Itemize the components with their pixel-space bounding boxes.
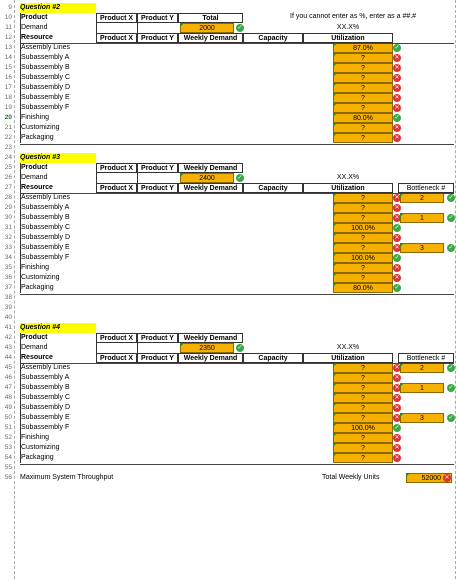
check-icon: ✓	[448, 195, 454, 201]
check-icon: ✓	[237, 175, 243, 181]
utilization-input[interactable]: ?	[333, 93, 393, 103]
row-number[interactable]: 27	[4, 184, 12, 191]
demand-value-input[interactable]: 2400	[180, 173, 234, 183]
row-number[interactable]: 42	[4, 334, 12, 341]
utilization-input[interactable]: ?	[333, 453, 393, 463]
row-number[interactable]: 32	[4, 234, 12, 241]
row-number[interactable]: 21	[4, 124, 12, 131]
utilization-input[interactable]: ?	[333, 73, 393, 83]
error-x-icon: ✕	[394, 275, 400, 281]
utilization-input[interactable]: ?	[333, 243, 393, 253]
row-label[interactable]: Subassembly D	[20, 233, 96, 243]
row-label[interactable]: Finishing	[20, 263, 96, 273]
utilization-input[interactable]: ?	[333, 193, 393, 203]
demand-y[interactable]	[137, 23, 178, 33]
col-header-weekly-demand[interactable]: Weekly Demand	[178, 183, 243, 193]
row-label[interactable]: Customizing	[20, 273, 96, 283]
row-number[interactable]: 23	[4, 144, 12, 151]
error-x-icon: ✕	[394, 215, 400, 221]
utilization-input[interactable]: ?	[333, 363, 393, 373]
cell-comment-marker	[180, 173, 184, 177]
utilization-input[interactable]: ?	[333, 383, 393, 393]
row-number[interactable]: 55	[4, 464, 12, 471]
utilization-input[interactable]: 100.0%	[333, 423, 393, 433]
instruction-note: If you cannot enter as %, enter as a ##.#	[290, 13, 417, 20]
section-title: Question #2	[20, 3, 96, 13]
row-number[interactable]: 22	[4, 134, 12, 141]
demand-value-input[interactable]: 2000	[180, 23, 234, 33]
row-label[interactable]: Subassembly D	[20, 83, 96, 93]
table-border	[20, 43, 454, 145]
row-number[interactable]: 56	[4, 474, 12, 481]
check-icon: ✓	[448, 385, 454, 391]
demand-y[interactable]	[137, 173, 178, 183]
row-label[interactable]: Packaging	[20, 453, 96, 463]
row-label[interactable]: Resource	[20, 353, 96, 363]
row-label[interactable]: Subassembly B	[20, 383, 96, 393]
col-header-product-x[interactable]: Product X	[96, 33, 137, 43]
error-x-icon: ✕	[394, 235, 400, 241]
col-header-bottleneck[interactable]: Bottleneck #	[398, 183, 454, 193]
row-number[interactable]: 15	[4, 64, 12, 71]
max-throughput-label: Maximum System Throughput	[20, 474, 114, 481]
check-icon: ✓	[394, 225, 400, 231]
row-label[interactable]: Subassembly B	[20, 63, 96, 73]
row-label[interactable]: Subassembly E	[20, 93, 96, 103]
utilization-input[interactable]: ?	[333, 233, 393, 243]
table-border	[20, 363, 454, 465]
row-label[interactable]: Product	[20, 13, 96, 23]
row-number[interactable]: 12	[4, 34, 12, 41]
cell-comment-marker	[406, 473, 410, 477]
error-x-icon: ✕	[394, 205, 400, 211]
row-label[interactable]: Resource	[20, 33, 96, 43]
row-number[interactable]: 36	[4, 274, 12, 281]
utilization-input[interactable]: ?	[333, 373, 393, 383]
utilization-input[interactable]: ?	[333, 413, 393, 423]
row-number[interactable]: 29	[4, 204, 12, 211]
bottleneck-input[interactable]: 2	[400, 193, 444, 203]
row-label[interactable]: Demand	[20, 343, 96, 353]
row-label[interactable]: Subassembly F	[20, 253, 96, 263]
error-x-icon: ✕	[394, 195, 400, 201]
row-label[interactable]: Subassembly B	[20, 213, 96, 223]
row-number[interactable]: 31	[4, 224, 12, 231]
col-header-utilization[interactable]: Utilization	[303, 183, 393, 193]
error-x-icon: ✕	[394, 95, 400, 101]
row-number[interactable]: 16	[4, 74, 12, 81]
col-header-capacity[interactable]: Capacity	[243, 33, 303, 43]
page-break-line	[455, 0, 456, 579]
col-header-product-x[interactable]: Product X	[96, 183, 137, 193]
col-header-capacity[interactable]: Capacity	[243, 353, 303, 363]
row-number[interactable]: 40	[4, 314, 12, 321]
demand-x[interactable]	[96, 173, 137, 183]
error-x-icon: ✕	[394, 125, 400, 131]
row-number[interactable]: 37	[4, 284, 12, 291]
error-x-icon: ✕	[394, 405, 400, 411]
utilization-input[interactable]: ?	[333, 203, 393, 213]
format-hint: XX.X%	[336, 344, 360, 351]
error-x-icon: ✕	[394, 395, 400, 401]
section-title: Question #4	[20, 323, 96, 333]
cell-comment-marker	[180, 23, 184, 27]
row-number[interactable]: 45	[4, 364, 12, 371]
col-header-capacity[interactable]: Capacity	[243, 183, 303, 193]
error-x-icon: ✕	[394, 105, 400, 111]
col-header-product-y[interactable]: Product Y	[137, 353, 178, 363]
utilization-input[interactable]: ?	[333, 443, 393, 453]
bottleneck-input[interactable]: 1	[400, 213, 444, 223]
row-label[interactable]: Assembly Lines	[20, 363, 96, 373]
row-label[interactable]: Demand	[20, 173, 96, 183]
row-label[interactable]: Demand	[20, 23, 96, 33]
row-label[interactable]: Packaging	[20, 283, 96, 293]
error-x-icon: ✕	[394, 445, 400, 451]
utilization-input[interactable]: ?	[333, 403, 393, 413]
error-x-icon: ✕	[394, 75, 400, 81]
total-weekly-label: Total Weekly Units	[322, 474, 380, 481]
error-x-icon: ✕	[394, 55, 400, 61]
demand-x[interactable]	[96, 23, 137, 33]
error-x-icon: ✕	[394, 65, 400, 71]
row-number[interactable]: 50	[4, 414, 12, 421]
col-header-product-y[interactable]: Product Y	[137, 163, 178, 173]
col-header-bottleneck[interactable]: Bottleneck #	[398, 353, 454, 363]
row-label[interactable]: Subassembly A	[20, 53, 96, 63]
table-border	[20, 193, 454, 295]
row-number[interactable]: 30	[4, 214, 12, 221]
error-x-icon: ✕	[394, 435, 400, 441]
utilization-input[interactable]: 100.0%	[333, 253, 393, 263]
demand-x[interactable]	[96, 343, 137, 353]
row-label[interactable]: Customizing	[20, 443, 96, 453]
utilization-input[interactable]: 100.0%	[333, 223, 393, 233]
row-label[interactable]: Subassembly A	[20, 203, 96, 213]
bottleneck-input[interactable]: 3	[400, 413, 444, 423]
check-icon: ✓	[448, 415, 454, 421]
row-label[interactable]: Packaging	[20, 133, 96, 143]
check-icon: ✓	[448, 365, 454, 371]
row-number[interactable]: 11	[5, 24, 12, 31]
utilization-input[interactable]: ?	[333, 63, 393, 73]
row-number[interactable]: 25	[4, 164, 12, 171]
bottleneck-input[interactable]: 2	[400, 363, 444, 373]
utilization-input[interactable]: ?	[333, 273, 393, 283]
check-icon: ✓	[394, 285, 400, 291]
utilization-input[interactable]: ?	[333, 133, 393, 143]
col-header-product-x[interactable]: Product X	[96, 13, 137, 23]
row-label[interactable]: Subassembly A	[20, 373, 96, 383]
utilization-input[interactable]: ?	[333, 393, 393, 403]
col-header-product-x[interactable]: Product X	[96, 333, 137, 343]
demand-value-input[interactable]: 2350	[180, 343, 234, 353]
error-x-icon: ✕	[394, 385, 400, 391]
col-header-utilization[interactable]: Utilization	[303, 353, 393, 363]
row-label[interactable]: Subassembly C	[20, 393, 96, 403]
error-x-icon: ✕	[394, 135, 400, 141]
row-number[interactable]: 53	[4, 444, 12, 451]
row-number[interactable]: 44	[4, 354, 12, 361]
format-hint: XX.X%	[336, 24, 360, 31]
col-header-total[interactable]: Weekly Demand	[178, 333, 243, 343]
check-icon: ✓	[394, 115, 400, 121]
error-x-icon: ✕	[394, 455, 400, 461]
utilization-input[interactable]: ?	[333, 213, 393, 223]
row-label[interactable]: Subassembly F	[20, 103, 96, 113]
utilization-input[interactable]: 87.0%	[333, 43, 393, 53]
col-header-product-x[interactable]: Product X	[96, 163, 137, 173]
utilization-input[interactable]: 80.0%	[333, 113, 393, 123]
row-number[interactable]: 33	[4, 244, 12, 251]
col-header-product-y[interactable]: Product Y	[137, 333, 178, 343]
check-icon: ✓	[237, 25, 243, 31]
bottleneck-input[interactable]: 3	[400, 243, 444, 253]
col-header-weekly-demand[interactable]: Weekly Demand	[178, 353, 243, 363]
row-label[interactable]: Subassembly F	[20, 423, 96, 433]
row-number[interactable]: 24	[4, 154, 12, 161]
row-number[interactable]: 17	[4, 84, 12, 91]
total-weekly-units-input[interactable]: 52000	[406, 473, 452, 483]
col-header-total[interactable]: Weekly Demand	[178, 163, 243, 173]
utilization-input[interactable]: ?	[333, 103, 393, 113]
row-number[interactable]: 49	[4, 404, 12, 411]
check-icon: ✓	[394, 255, 400, 261]
row-number[interactable]: 48	[4, 394, 12, 401]
utilization-input[interactable]: ?	[333, 53, 393, 63]
check-icon: ✓	[394, 425, 400, 431]
row-number[interactable]: 19	[4, 104, 12, 111]
row-header-divider	[14, 0, 15, 579]
row-number[interactable]: 28	[4, 194, 12, 201]
check-icon: ✓	[237, 345, 243, 351]
row-number[interactable]: 13	[4, 44, 12, 51]
row-number[interactable]: 41	[4, 324, 12, 331]
row-label[interactable]: Subassembly E	[20, 413, 96, 423]
row-number[interactable]: 10	[4, 14, 12, 21]
row-label[interactable]: Subassembly C	[20, 223, 96, 233]
row-number[interactable]: 34	[4, 254, 12, 261]
section-title: Question #3	[20, 153, 96, 163]
utilization-input[interactable]: ?	[333, 263, 393, 273]
row-number[interactable]: 18	[4, 94, 12, 101]
row-label[interactable]: Customizing	[20, 123, 96, 133]
col-header-utilization[interactable]: Utilization	[303, 33, 393, 43]
col-header-product-y[interactable]: Product Y	[137, 33, 178, 43]
utilization-input[interactable]: ?	[333, 433, 393, 443]
error-x-icon: ✕	[394, 375, 400, 381]
col-header-total[interactable]: Total	[178, 13, 243, 23]
row-label[interactable]: Assembly Lines	[20, 43, 96, 53]
row-number[interactable]: 39	[4, 304, 12, 311]
format-hint: XX.X%	[336, 174, 360, 181]
row-label[interactable]: Finishing	[20, 113, 96, 123]
row-label[interactable]: Finishing	[20, 433, 96, 443]
row-number[interactable]: 35	[4, 264, 12, 271]
check-icon: ✓	[448, 215, 454, 221]
row-number[interactable]: 52	[4, 434, 12, 441]
row-label[interactable]: Subassembly C	[20, 73, 96, 83]
row-number[interactable]: 51	[4, 424, 12, 431]
row-number[interactable]: 38	[4, 294, 12, 301]
bottleneck-input[interactable]: 1	[400, 383, 444, 393]
row-number[interactable]: 43	[4, 344, 12, 351]
utilization-input[interactable]: ?	[333, 83, 393, 93]
demand-y[interactable]	[137, 343, 178, 353]
cell-comment-marker	[180, 343, 184, 347]
col-header-product-x[interactable]: Product X	[96, 353, 137, 363]
row-number[interactable]: 47	[4, 384, 12, 391]
row-number[interactable]: 54	[4, 454, 12, 461]
row-label[interactable]: Subassembly E	[20, 243, 96, 253]
row-label[interactable]: Product	[20, 333, 96, 343]
col-header-product-y[interactable]: Product Y	[137, 13, 178, 23]
error-x-icon: ✕	[394, 265, 400, 271]
error-x-icon: ✕	[394, 365, 400, 371]
col-header-weekly-demand[interactable]: Weekly Demand	[178, 33, 243, 43]
row-label[interactable]: Product	[20, 163, 96, 173]
utilization-input[interactable]: 80.0%	[333, 283, 393, 293]
check-icon: ✓	[394, 45, 400, 51]
error-x-icon: ✕	[394, 245, 400, 251]
error-x-icon: ✕	[394, 85, 400, 91]
row-number[interactable]: 14	[4, 54, 12, 61]
check-icon: ✓	[448, 245, 454, 251]
row-label[interactable]: Assembly Lines	[20, 193, 96, 203]
row-number[interactable]: 9	[8, 4, 12, 11]
row-label[interactable]: Resource	[20, 183, 96, 193]
error-x-icon: ✕	[394, 415, 400, 421]
row-number[interactable]: 26	[4, 174, 12, 181]
error-x-icon: ✕	[444, 475, 450, 481]
col-header-product-y[interactable]: Product Y	[137, 183, 178, 193]
row-number[interactable]: 46	[4, 374, 12, 381]
utilization-input[interactable]: ?	[333, 123, 393, 133]
row-label[interactable]: Subassembly D	[20, 403, 96, 413]
row-number[interactable]: 20	[4, 114, 12, 121]
